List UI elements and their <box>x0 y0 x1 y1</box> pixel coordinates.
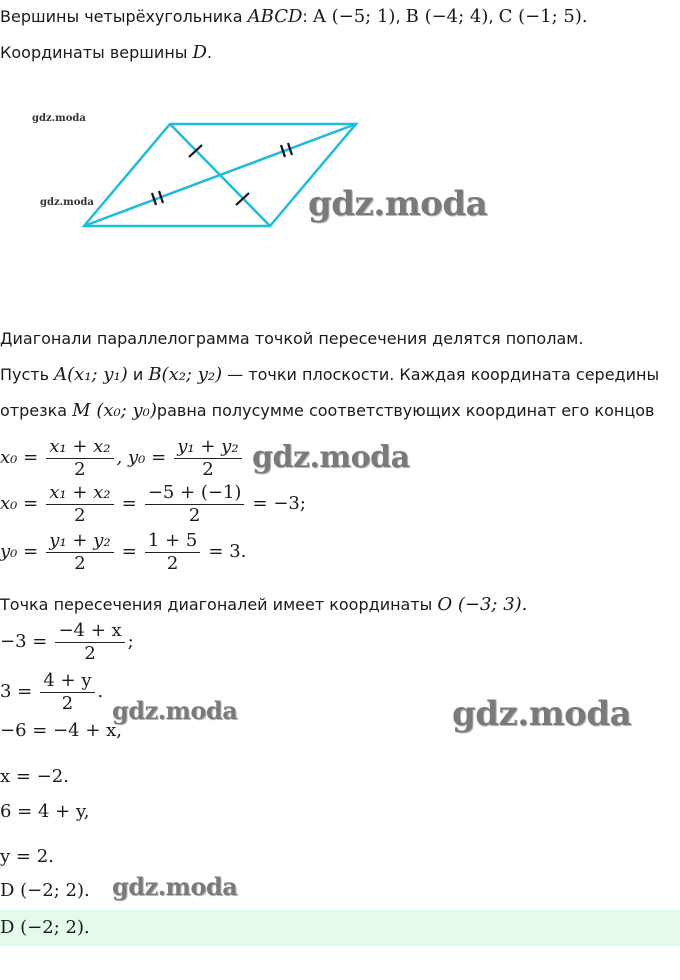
vertex-b: B (−4; 4) <box>405 6 489 27</box>
equation-e4: x = −2. <box>0 766 69 787</box>
f1-fraction-2 <box>174 436 241 481</box>
f3-fraction-2 <box>145 530 200 575</box>
f2-lhs: x₀ = <box>0 493 39 514</box>
f3-lhs: y₀ = <box>0 541 39 562</box>
e1-fraction <box>55 620 124 665</box>
period: . <box>206 43 213 62</box>
e2-fraction <box>40 670 94 715</box>
e1-lhs: −3 = <box>0 631 48 652</box>
equation-e6: y = 2. <box>0 846 54 867</box>
point-a-general: A(x₁; y₁) <box>54 364 128 385</box>
f2-result: = −3; <box>252 493 306 514</box>
f1-num2: y₁ + y₂ <box>174 436 241 459</box>
f2-den: 2 <box>74 505 86 526</box>
formula-y0 <box>0 530 246 575</box>
p2-text-b: и <box>127 365 149 384</box>
p3-text-a: отрезка <box>0 401 73 420</box>
e1-num: −4 + x <box>55 620 124 643</box>
f2-num: x₁ + x₂ <box>46 482 113 505</box>
watermark-1: gdz.moda <box>252 440 410 475</box>
solution-p3 <box>0 400 654 422</box>
answer-box <box>0 910 680 946</box>
p2-text-c: — точки плоскости. Каждая координата середины <box>222 365 660 384</box>
vertex-a: A (−5; 1) <box>312 6 396 27</box>
f3-result: = 3. <box>208 541 247 562</box>
f1-mid: , y₀ = <box>116 447 167 468</box>
midpoint-m: M (x₀; y₀) <box>72 400 157 421</box>
e1-end: ; <box>127 631 134 652</box>
f2-den2: 2 <box>188 505 201 526</box>
answer-text: D (−2; 2). <box>0 917 90 938</box>
watermark-large: gdz.moda <box>308 184 488 224</box>
f3-den2: 2 <box>166 553 179 574</box>
parallelogram-figure <box>0 100 680 260</box>
solution-p1: Диагонали параллелограмма точкой пересечения делятся пополам. <box>0 329 584 348</box>
e1-den: 2 <box>84 643 96 664</box>
diagonal-bd <box>170 124 270 226</box>
e2-lhs: 3 = <box>0 681 33 702</box>
quad-name: ABCD <box>247 6 303 27</box>
f1-den2: 2 <box>202 459 214 480</box>
watermark-small-2: gdz.moda <box>40 197 94 208</box>
vertex-c: C (−1; 5). <box>498 6 588 27</box>
point-o: O (−3; 3). <box>437 594 528 615</box>
f1-den: 2 <box>74 459 86 480</box>
colon: : <box>302 7 313 26</box>
watermark-small-1: gdz.moda <box>32 113 86 124</box>
equation-e5: 6 = 4 + y, <box>0 801 90 822</box>
f3-num: y₁ + y₂ <box>46 530 113 553</box>
p2-text-a: Пусть <box>0 365 55 384</box>
solution-p2 <box>0 364 659 386</box>
p4-text: Точка пересечения диагоналей имеет координаты <box>0 595 438 614</box>
target-vertex: D <box>192 42 207 63</box>
formula-midpoint <box>0 436 245 481</box>
e2-den: 2 <box>61 693 74 714</box>
f1-lhs: x₀ = <box>0 447 39 468</box>
problem-line-2 <box>0 42 212 64</box>
f2-fraction <box>46 482 113 527</box>
equation-e3: −6 = −4 + x, <box>0 720 122 741</box>
f1-fraction <box>46 436 113 481</box>
f3-fraction <box>46 530 113 575</box>
watermark-2: gdz.moda <box>112 696 238 725</box>
formula-x0 <box>0 482 306 527</box>
watermark-3: gdz.moda <box>452 694 632 734</box>
point-b-general: B(x₂; y₂) <box>148 364 223 385</box>
equation-e7: D (−2; 2). <box>0 880 90 901</box>
e2-num: 4 + y <box>40 670 94 693</box>
f1-num: x₁ + x₂ <box>46 436 113 459</box>
problem-text: Вершины четырёхугольника <box>0 7 248 26</box>
watermark-4: gdz.moda <box>112 872 238 901</box>
question-text: Координаты вершины <box>0 43 193 62</box>
problem-line-1: Вершины четырёхугольника ABCD: A (−5; 1), B (−4; 4), C (−1; 5). <box>0 6 588 27</box>
f3-eq: = <box>121 541 137 562</box>
f2-fraction-2 <box>145 482 245 527</box>
f2-eq: = <box>121 493 137 514</box>
f3-den: 2 <box>74 553 86 574</box>
e2-end: . <box>97 681 104 702</box>
f2-num2: −5 + (−1) <box>145 482 245 505</box>
f3-num2: 1 + 5 <box>145 530 200 553</box>
p3-text-b: равна полусумме соответствующих координат его концов <box>156 401 655 420</box>
equation-y <box>0 670 103 715</box>
equation-x <box>0 620 134 665</box>
solution-p4 <box>0 594 527 616</box>
